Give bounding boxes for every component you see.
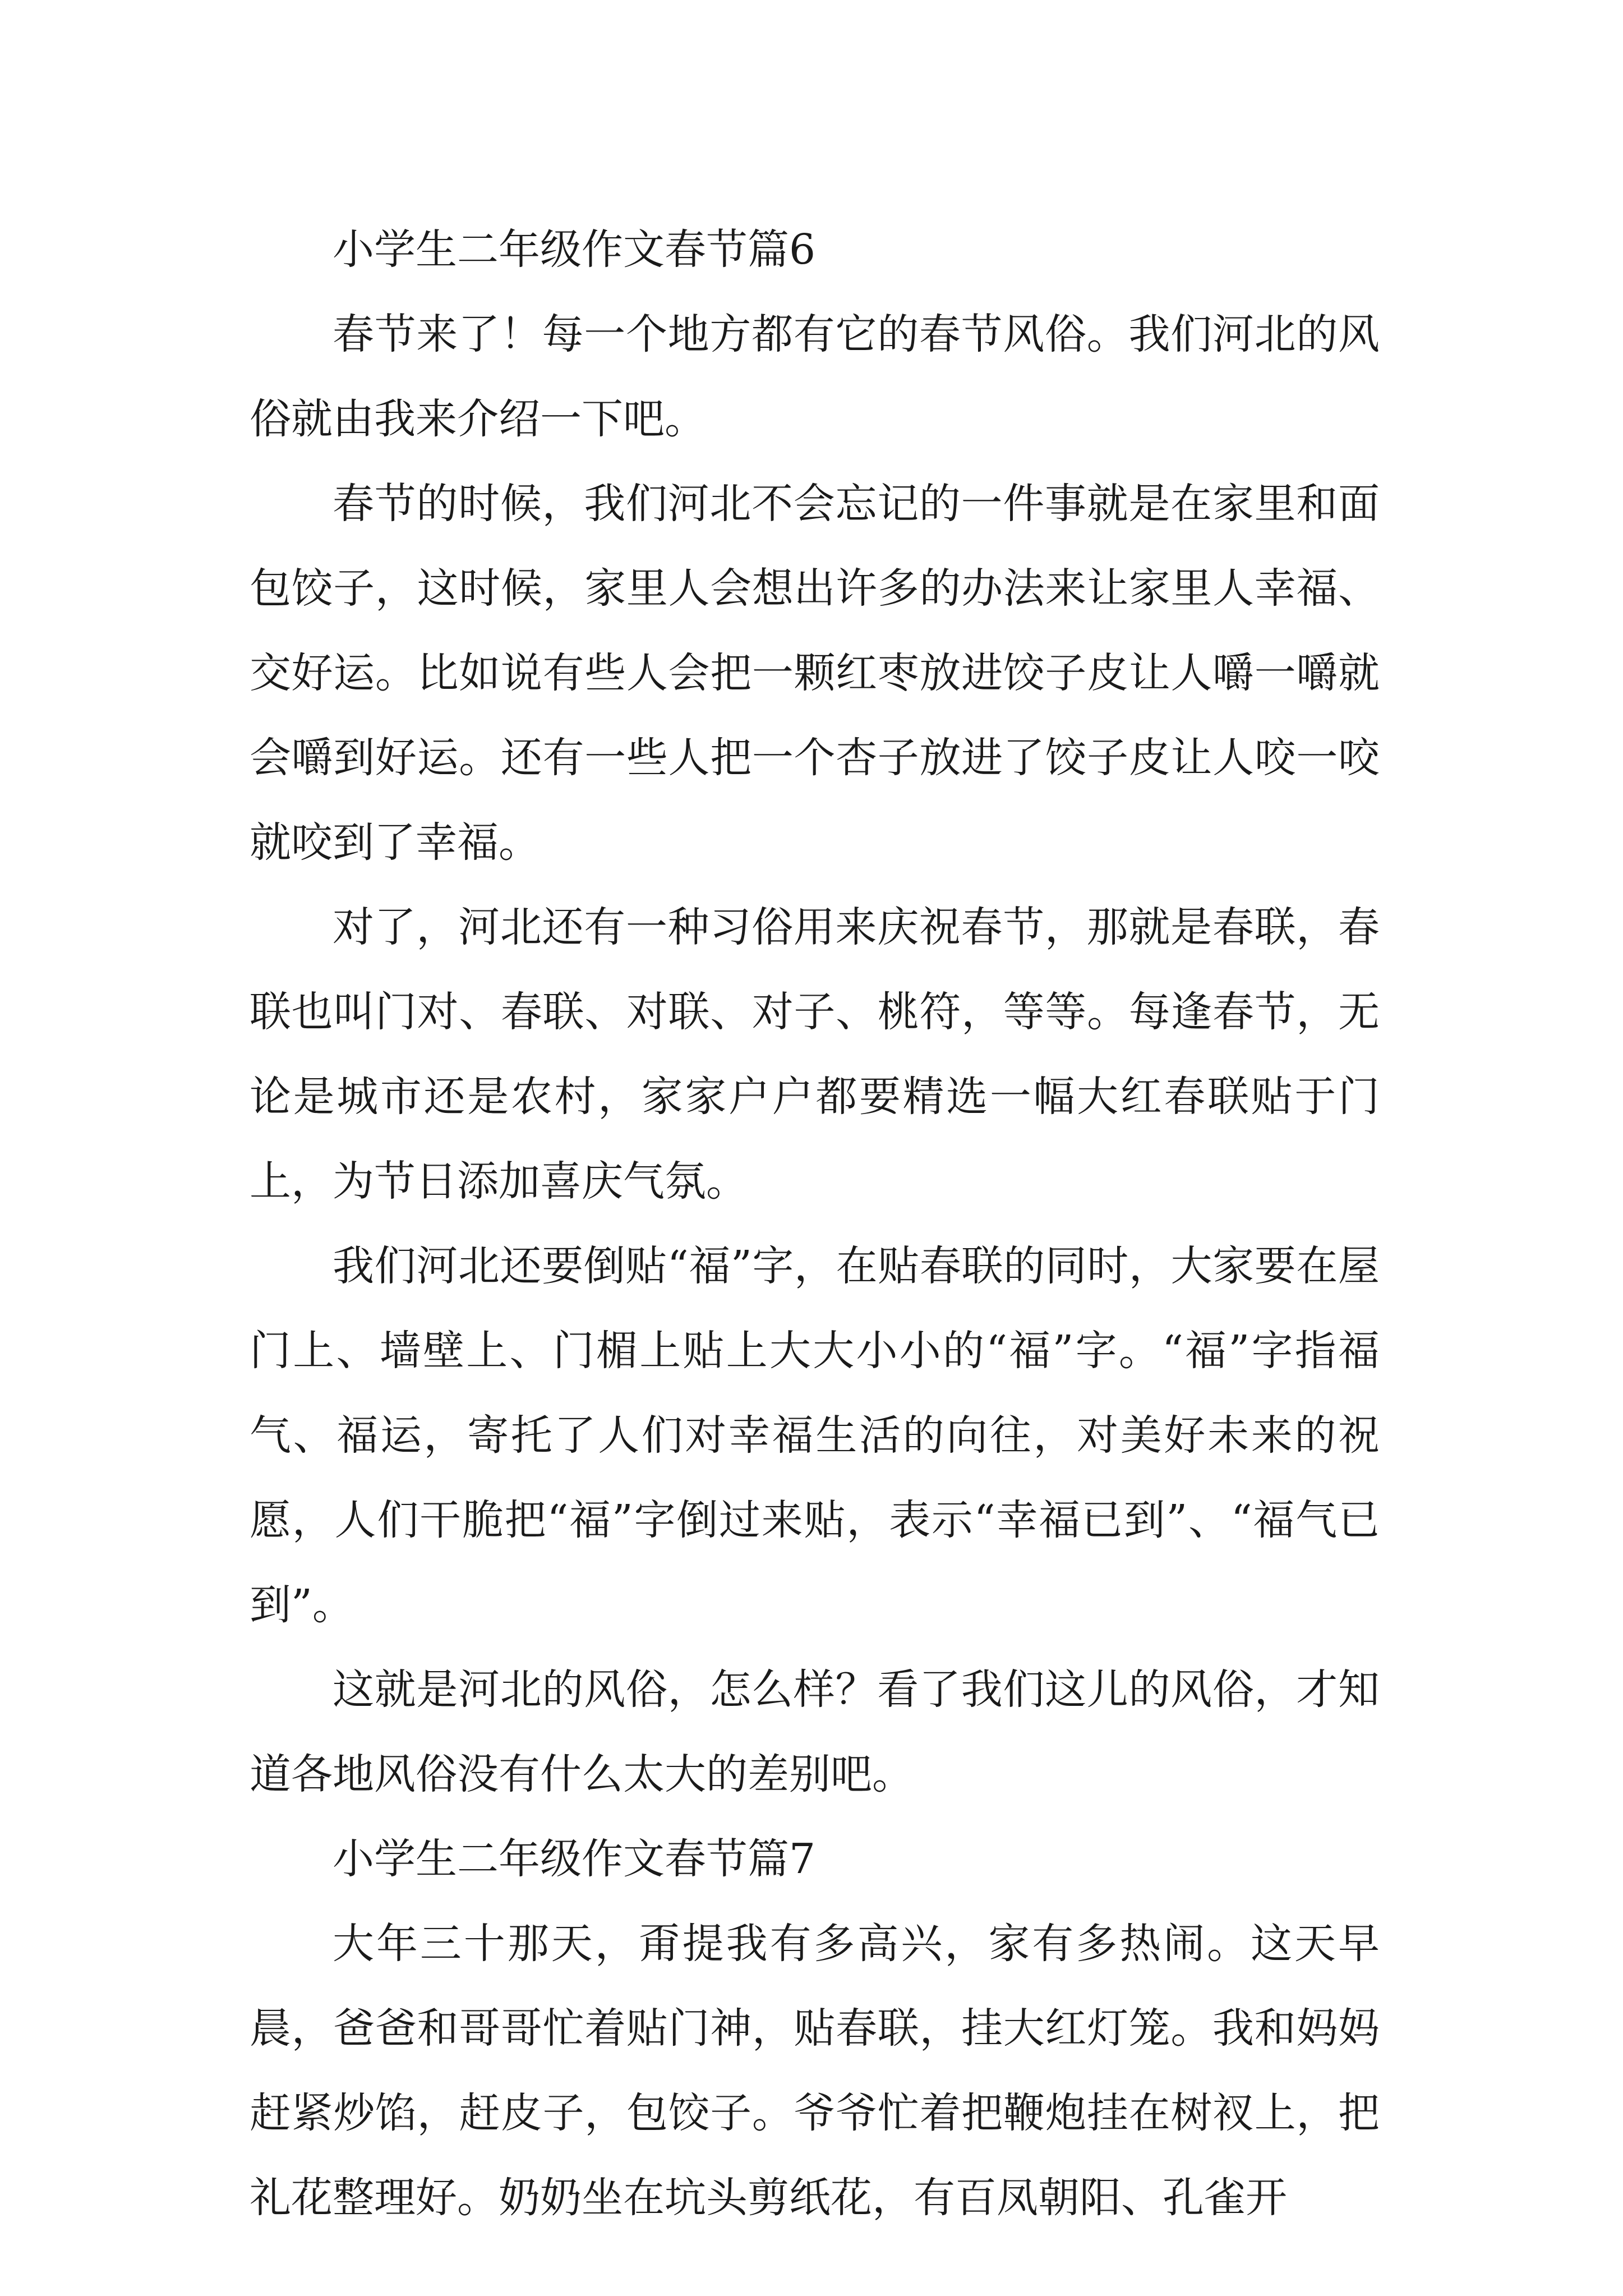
section-heading-6: 小学生二年级作文春节篇6: [333, 226, 816, 274]
paragraph: 春节的时候，我们河北不会忘记的一件事就是在家里和面包饺子，这时候，家里人会想出许多的办法来让家里人幸福、交好运。比如说有些人会把一颗红枣放进饺子皮让人嚼一嚼就会嚼到好运。还有一些人把一个杏子放进了饺子皮让人咬一咬就咬到了幸福。: [250, 480, 1380, 867]
section-heading-7: 小学生二年级作文春节篇7: [333, 1835, 816, 1883]
document-body: [250, 208, 1380, 2240]
paragraph: 春节来了！每一个地方都有它的春节风俗。我们河北的风俗就由我来介绍一下吧。: [250, 310, 1380, 443]
paragraph: 这就是河北的风俗，怎么样？看了我们这儿的风俗，才知道各地风俗没有什么太大的差别吧。: [250, 1665, 1380, 1798]
paragraph: 对了，河北还有一种习俗用来庆祝春节，那就是春联，春联也叫门对、春联、对联、对子、桃符，等等。每逢春节，无论是城市还是农村，家家户户都要精选一幅大红春联贴于门上，为节日添加喜庆气氛。: [250, 903, 1380, 1205]
paragraph: 我们河北还要倒贴“福”字，在贴春联的同时，大家要在屋门上、墙壁上、门楣上贴上大大小小的“福”字。“福”字指福气、福运，寄托了人们对幸福生活的向往，对美好未来的祝愿，人们干脆把“福”字倒过来贴，表示“幸福已到”、“福气已到”。: [250, 1242, 1380, 1629]
paragraph: 大年三十那天，甭提我有多高兴，家有多热闹。这天早晨，爸爸和哥哥忙着贴门神，贴春联，挂大红灯笼。我和妈妈赶紧炒馅，赶皮子，包饺子。爷爷忙着把鞭炮挂在树衩上，把礼花整理好。奶奶坐在坑头剪纸花，有百凤朝阳、孔雀开: [250, 1920, 1380, 2222]
